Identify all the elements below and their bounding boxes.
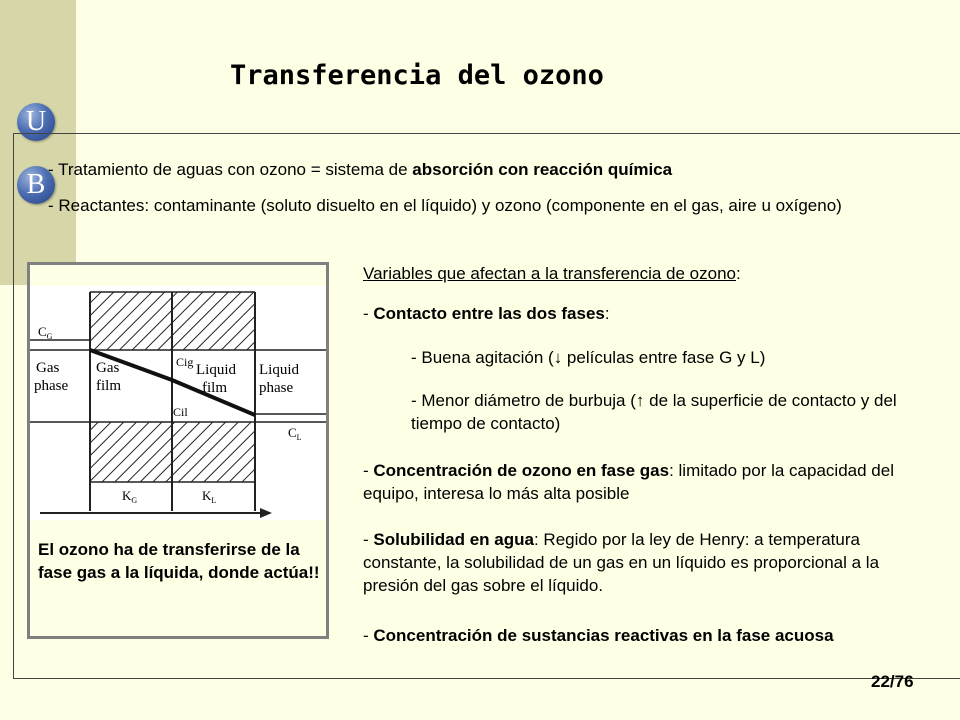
liquid-film-label-1: Liquid — [196, 362, 236, 378]
solubilidad-item — [363, 528, 933, 597]
intro-bullet-1-bold: absorción con reacción química — [412, 160, 673, 179]
page-number: 22/76 — [871, 672, 914, 691]
cil-label: Cil — [173, 405, 188, 419]
liquid-film-label-2: film — [202, 380, 227, 396]
gas-film-label-2: film — [96, 378, 121, 394]
two-film-svg — [30, 286, 326, 520]
two-film-diagram — [30, 286, 326, 520]
intro-bullet-1-text: - Tratamiento de aguas con ozono = sistema de — [48, 160, 413, 179]
gas-film-label-1: Gas — [96, 360, 120, 376]
variables-heading-text: Variables que afectan a la transferencia de ozono — [363, 264, 736, 283]
figure-caption: El ozono ha de transferirse de la fase gas a la líquida, donde actúa!! — [38, 540, 320, 582]
conc-bold: Concentración de ozono en fase gas — [373, 461, 670, 480]
cig-label: Cig — [176, 355, 194, 369]
slide-title: Transferencia del ozono — [230, 60, 604, 91]
burbuja-item: - Menor diámetro de burbuja (↑ de la superficie de contacto y del tiempo de contacto) — [411, 391, 897, 433]
reactivas-item — [363, 624, 903, 647]
gas-phase-label-1: Gas — [36, 360, 60, 376]
variables-heading-colon: : — [736, 264, 741, 283]
gas-phase-label-2: phase — [34, 378, 69, 394]
cg-label: $C_G$ — [38, 324, 53, 341]
conc-dash: - — [363, 461, 374, 480]
figure-box — [27, 262, 329, 639]
agitacion-item: - Buena agitación (↓ películas entre fase G y L) — [411, 348, 766, 367]
react-dash: - — [363, 626, 374, 645]
contacto-colon: : — [604, 304, 610, 323]
conc-rest: : limitado por la capacidad del equipo, interesa lo más alta posible — [363, 461, 894, 503]
react-bold: Concentración de sustancias reactivas en la fase acuosa — [373, 626, 834, 645]
logo-b-circle: B — [17, 166, 55, 204]
sol-rest: : Regido por la ley de Henry: a temperatura constante, la solubilidad de un gas en un líquido es proporcional a la presión del gas sobre el líquido. — [363, 530, 880, 595]
concentracion-gas-item — [363, 459, 908, 505]
sol-bold: Solubilidad en agua — [373, 530, 534, 549]
kl-label: $K_L$ — [202, 488, 217, 505]
intro-bullet-1 — [48, 158, 948, 181]
contacto-bold: Contacto entre las dos fases — [373, 304, 605, 323]
kg-label: $K_G$ — [122, 488, 138, 505]
intro-bullet-2: - Reactantes: contaminante (soluto disuelto en el líquido) y ozono (componente en el gas, aire u oxígeno) — [48, 196, 842, 215]
logo-u-circle: U — [17, 103, 55, 141]
contacto-dash: - — [363, 304, 374, 323]
liquid-phase-label-1: Liquid — [259, 362, 299, 378]
cl-label: $C_L$ — [288, 425, 302, 442]
variables-heading — [363, 262, 923, 285]
liquid-phase-label-2: phase — [259, 380, 294, 396]
sol-dash: - — [363, 530, 374, 549]
contacto-item — [363, 302, 923, 325]
